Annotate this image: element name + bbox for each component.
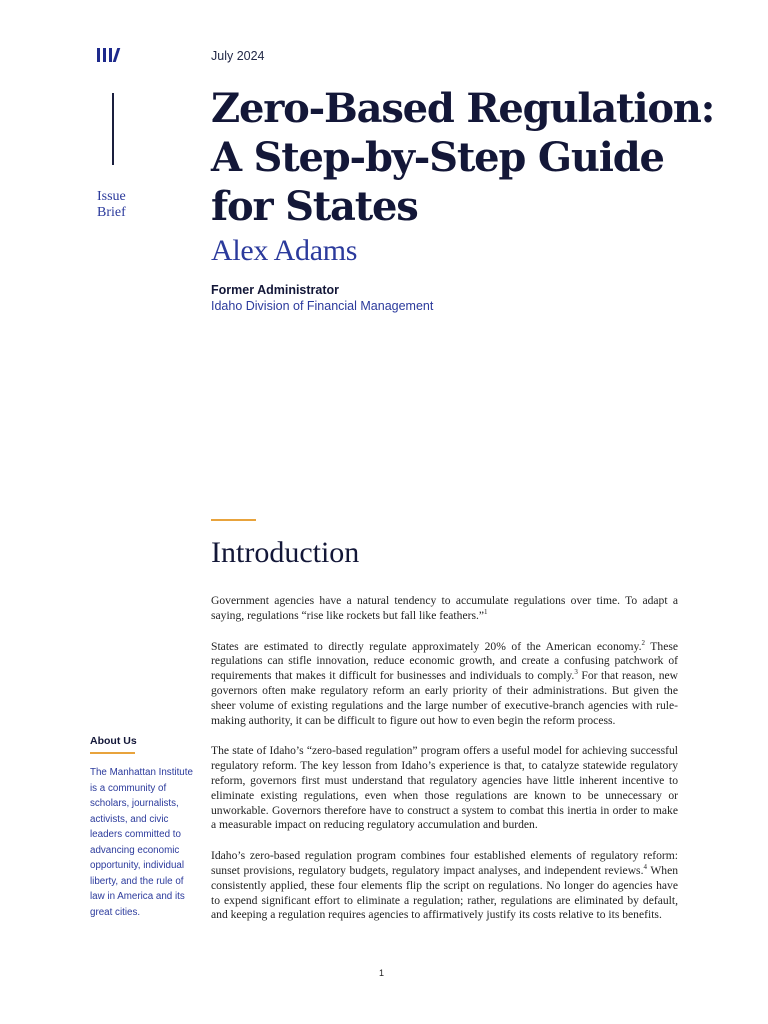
document-title: Zero-Based Regulation: A Step-by-Step Guide for States: [211, 85, 715, 230]
about-us-text: The Manhattan Institute is a community of scholars, journalists, activists, and civic leaders committed to advancing economic opportunity, individual liberty, and the rule of law in America and its great cities.: [90, 767, 193, 918]
footnote-ref: 3: [574, 668, 578, 677]
about-us-rule: [90, 752, 135, 754]
about-us-heading: About Us: [90, 735, 137, 747]
page-number: 1: [379, 968, 385, 978]
paragraph-4-text-b: When consistently applied, these four elements flip the script on regulations. No longer do agencies have to expend significant effort to eliminate a regulation; rather, regulations are eliminated by default, and keeping a regulation requires agencies to affirmatively justify its costs relative to its benefits.: [211, 863, 679, 922]
paragraph-3-text: The state of Idaho’s “zero-based regulation” program offers a useful model for achieving successful regulatory reform. The key lesson from Idaho’s experience is that, to catalyze statewide regulatory reform, governors first must understand that regulatory agencies have little inherent incentive to eliminate existing regulations, even when those regulations are known to be unnecessary or unworkable. Governors therefore have to construct a system to combat this inertia in order to make a measurable impact on reducing regulatory accumulation and burden.: [211, 744, 678, 832]
paragraph-4: [211, 849, 678, 923]
section-accent-rule: [211, 519, 256, 521]
section-heading: Introduction: [211, 536, 360, 569]
paragraph-2: [211, 640, 678, 729]
author-organization: Idaho Division of Financial Management: [211, 299, 434, 313]
mi-logo-icon: [97, 48, 118, 62]
paragraph-1-text: Government agencies have a natural tendency to accumulate regulations over time. To adapt a saying, regulations “rise like rockets but fall like feathers.”: [211, 594, 678, 622]
author-role: Former Administrator: [211, 283, 340, 297]
document-type-label: Issue Brief: [97, 189, 126, 220]
footnote-ref: 4: [643, 863, 647, 872]
paragraph-1: [211, 594, 678, 624]
paragraph-2-text-b: These regulations can stifle innovation, reduce economic growth, and create a confusing patchwork of requirements that makes it difficult for businesses and individuals to comply.: [211, 639, 678, 683]
footnote-ref: 2: [641, 638, 645, 647]
paragraph-4-text-a: Idaho’s zero-based regulation program combines four established elements of regulatory reform: sunset provisions, regulatory budgets, regulatory impact analyses, and independent reviews.: [211, 849, 678, 877]
author-name: Alex Adams: [211, 234, 358, 267]
vertical-divider: [112, 93, 114, 165]
footnote-ref: 1: [484, 607, 488, 616]
body-text: [211, 594, 678, 939]
paragraph-2-text-c: For that reason, new governors often make regulatory reform an early priority of their administrations. But given the sheer volume of existing regulations and the large number of executive-branch agencies with rule-making authority, it can be difficult to figure out how to even begin the reform process.: [211, 669, 679, 727]
publication-date: July 2024: [211, 49, 265, 63]
paragraph-3: [211, 744, 678, 833]
paragraph-2-text-a: States are estimated to directly regulate approximately 20% of the American economy.: [211, 639, 642, 653]
